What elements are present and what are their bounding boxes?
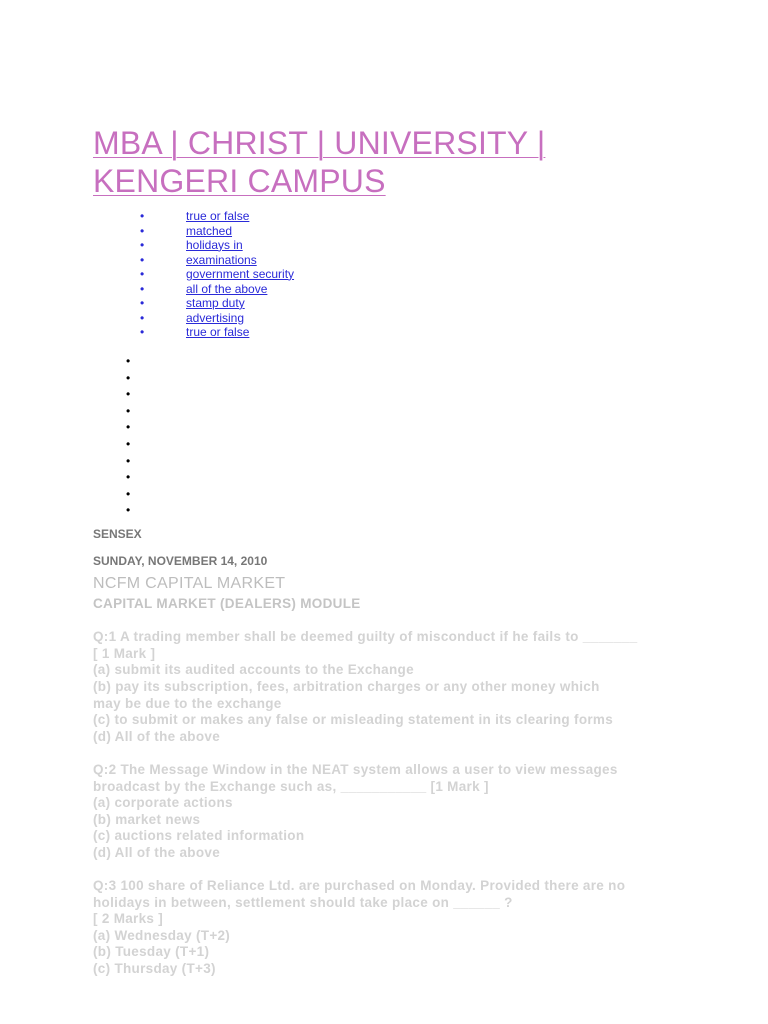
label-link-true-or-false[interactable]: true or false bbox=[186, 209, 250, 223]
empty-bullet-item: • bbox=[126, 403, 131, 418]
q1-line: Q:1 A trading member shall be deemed guilty of misconduct if he fails to _______ bbox=[93, 629, 638, 645]
list-item bbox=[140, 282, 294, 297]
empty-bullet-list bbox=[126, 353, 130, 519]
list-item bbox=[140, 224, 294, 239]
bullet-icon: • bbox=[140, 223, 145, 238]
empty-bullet-item: • bbox=[126, 436, 131, 451]
label-link-examinations[interactable]: examinations bbox=[186, 252, 257, 267]
q2-option: (b) market news bbox=[93, 811, 201, 827]
blog-title-line-1[interactable]: MBA | CHRIST | UNIVERSITY | bbox=[93, 125, 546, 161]
empty-bullet-item: • bbox=[126, 470, 131, 485]
q3-option: (a) Wednesday (T+2) bbox=[93, 927, 231, 943]
empty-bullet-item: • bbox=[126, 486, 131, 501]
empty-bullet-item: • bbox=[126, 354, 131, 368]
q3-line: [ 2 Marks ] bbox=[93, 911, 164, 927]
bullet-icon: • bbox=[140, 325, 145, 339]
list-item bbox=[140, 267, 294, 282]
list-item bbox=[140, 325, 294, 340]
bullet-icon: • bbox=[140, 267, 145, 281]
label-link-holidays-in[interactable]: holidays in bbox=[186, 238, 243, 252]
q2-line: Q:2 The Message Window in the NEAT system allows a user to view messages bbox=[93, 761, 618, 777]
post-date: SUNDAY, NOVEMBER 14, 2010 bbox=[93, 554, 268, 568]
sidebar-sensex-heading: SENSEX bbox=[93, 527, 142, 541]
q3-line: Q:3 100 share of Reliance Ltd. are purchased on Monday. Provided there are no bbox=[93, 878, 626, 894]
q2-option: (d) All of the above bbox=[93, 844, 220, 860]
q3-line: holidays in between, settlement should take place on ______ ? bbox=[93, 894, 513, 910]
q1-option: (b) pay its subscription, fees, arbitration charges or any other money which bbox=[93, 678, 600, 694]
bullet-icon: • bbox=[140, 252, 145, 267]
label-link-government-security[interactable]: government security bbox=[186, 267, 295, 281]
q2-option: (c) auctions related information bbox=[93, 828, 305, 844]
label-link-all-of-the-above[interactable]: all of the above bbox=[186, 281, 268, 296]
list-item bbox=[140, 296, 294, 311]
q1-option: may be due to the exchange bbox=[93, 695, 282, 711]
q3-option: (b) Tuesday (T+1) bbox=[93, 944, 210, 960]
label-link-list bbox=[140, 209, 294, 340]
bullet-icon: • bbox=[140, 238, 145, 252]
q1-option: (c) to submit or makes any false or misleading statement in its clearing forms bbox=[93, 712, 614, 728]
empty-bullet-item: • bbox=[126, 503, 131, 518]
list-item bbox=[140, 253, 294, 268]
bullet-icon: • bbox=[140, 310, 145, 325]
q1-option: (d) All of the above bbox=[93, 728, 220, 744]
list-item bbox=[140, 238, 294, 253]
empty-bullet-item: • bbox=[126, 453, 131, 468]
bullet-icon: • bbox=[140, 281, 145, 296]
bullet-icon: • bbox=[140, 296, 145, 310]
empty-bullet-item: • bbox=[126, 420, 131, 435]
blog-title-line-2[interactable]: KENGERI CAMPUS bbox=[93, 163, 386, 199]
label-link-true-or-false-2[interactable]: true or false bbox=[186, 325, 250, 339]
post-body bbox=[93, 596, 733, 978]
bullet-icon: • bbox=[140, 209, 145, 223]
list-item bbox=[140, 209, 294, 224]
post-module-heading: CAPITAL MARKET (DEALERS) MODULE bbox=[93, 596, 361, 611]
list-item bbox=[140, 311, 294, 326]
q1-line: [ 1 Mark ] bbox=[93, 645, 156, 661]
empty-bullet-item: • bbox=[126, 387, 131, 402]
q2-line: broadcast by the Exchange such as, ___________ [1 Mark ] bbox=[93, 778, 489, 794]
q1-option: (a) submit its audited accounts to the Exchange bbox=[93, 662, 414, 678]
q2-option: (a) corporate actions bbox=[93, 795, 233, 811]
label-link-advertising[interactable]: advertising bbox=[186, 310, 245, 325]
post-title[interactable]: NCFM CAPITAL MARKET bbox=[93, 575, 286, 592]
empty-bullet-item: • bbox=[126, 370, 131, 385]
q3-option: (c) Thursday (T+3) bbox=[93, 961, 216, 977]
blog-title-link[interactable] bbox=[93, 124, 545, 200]
label-link-stamp-duty[interactable]: stamp duty bbox=[186, 296, 245, 310]
label-link-matched[interactable]: matched bbox=[186, 223, 233, 238]
